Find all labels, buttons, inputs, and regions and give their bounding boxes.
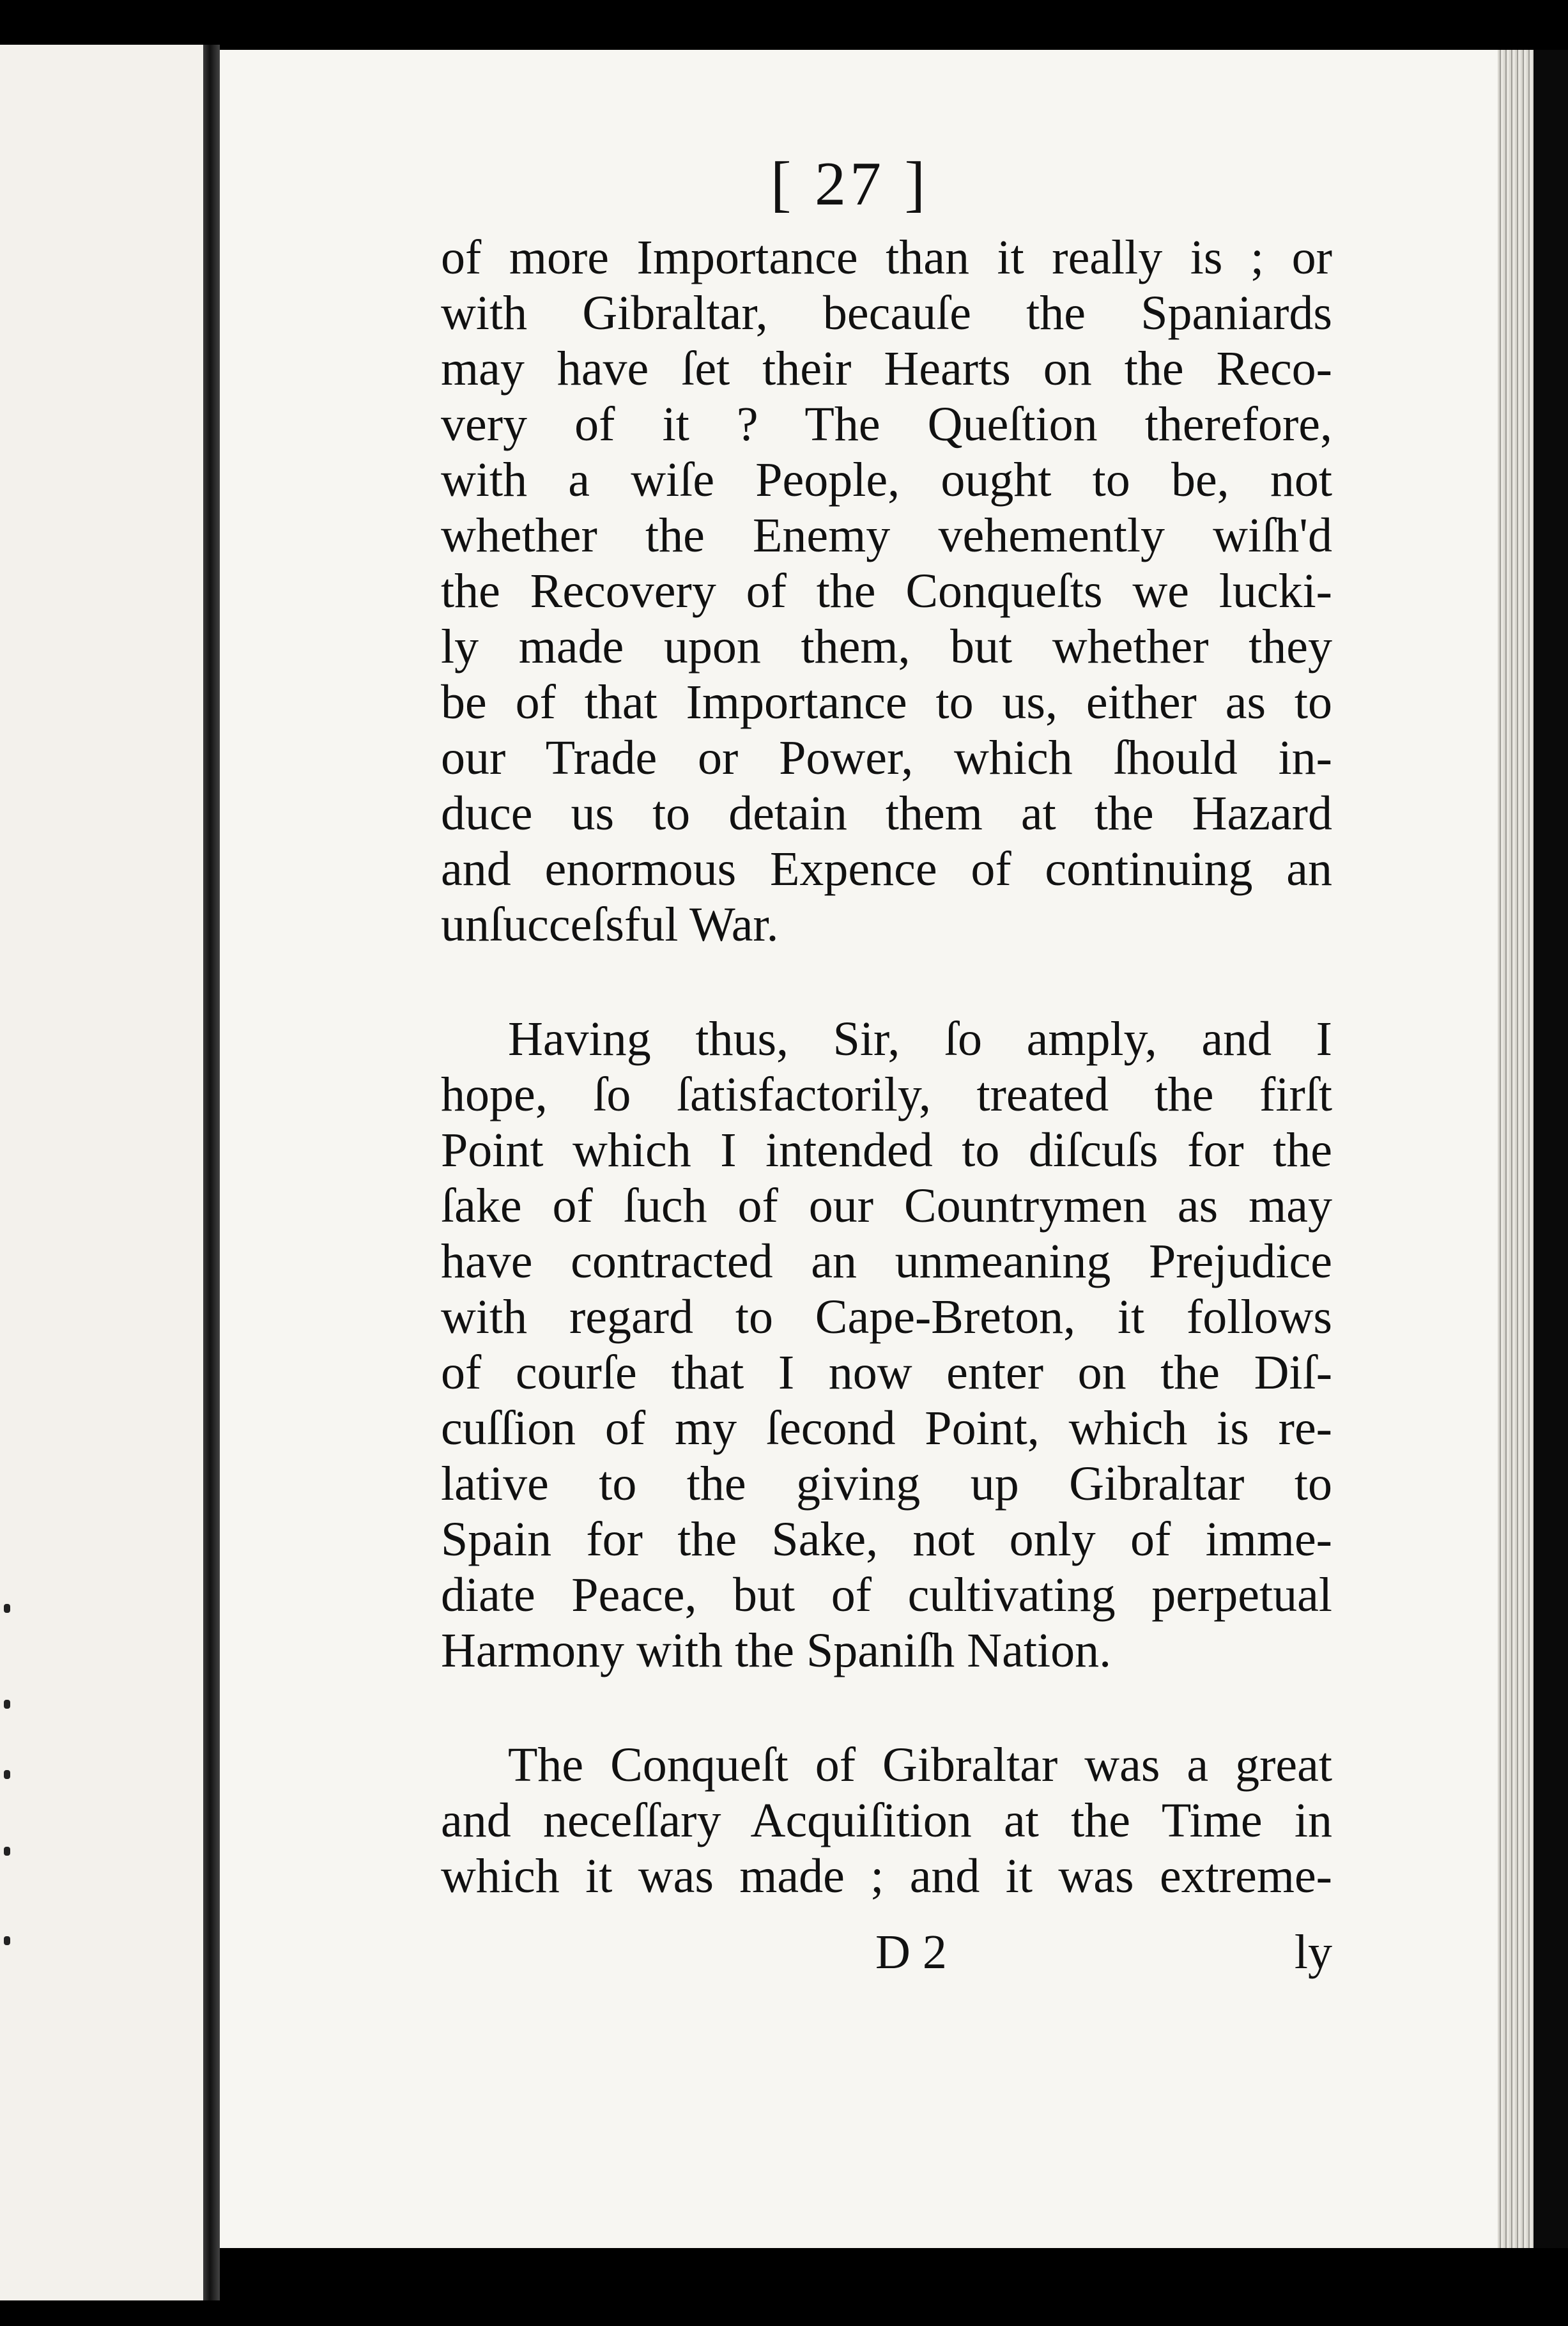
text-line: our Trade or Power, which ſhould in-	[441, 731, 1332, 785]
text-line: ſake of ſuch of our Countrymen as may	[441, 1179, 1332, 1233]
facing-page-left	[0, 45, 203, 2300]
text-line: may have ſet their Hearts on the Reco-	[441, 342, 1332, 396]
text-line: very of it ? The Queſtion therefore,	[441, 397, 1332, 451]
text-line: with regard to Cape-Breton, it follows	[441, 1290, 1332, 1344]
paragraph-2	[441, 1012, 1332, 1679]
text-line: be of that Importance to us, either as to	[441, 675, 1332, 729]
ink-speck	[4, 1604, 10, 1613]
text-line: of more Importance than it really is ; or	[441, 231, 1332, 284]
page-edge-shadow	[1533, 50, 1568, 2248]
text-line: hope, ſo ſatisfactorily, treated the firſt	[441, 1068, 1332, 1121]
text-line: cuſſion of my ſecond Point, which is re-	[441, 1401, 1332, 1455]
text-line: duce us to detain them at the Hazard	[441, 787, 1332, 840]
text-line: The Conqueſt of Gibraltar was a great	[508, 1738, 1332, 1792]
scan-frame-top	[0, 0, 1568, 45]
text-line: and neceſſary Acquiſition at the Time in	[441, 1794, 1332, 1847]
book-gutter	[203, 45, 220, 2300]
text-line: whether the Enemy vehemently wiſh'd	[441, 509, 1332, 562]
text-line: ly made upon them, but whether they	[441, 620, 1332, 674]
text-line: have contracted an unmeaning Prejudice	[441, 1235, 1332, 1288]
ink-speck	[4, 1770, 10, 1779]
paragraph-1	[441, 230, 1332, 953]
page-number: [ 27 ]	[770, 150, 930, 219]
signature-mark: D 2	[875, 1925, 947, 1979]
text-line: lative to the giving up Gibraltar to	[441, 1457, 1332, 1511]
text-line: Having thus, Sir, ſo amply, and I	[508, 1012, 1332, 1066]
catchword: ly	[1294, 1925, 1332, 1979]
ink-speck	[4, 1847, 10, 1856]
text-line: with a wiſe People, ought to be, not	[441, 453, 1332, 507]
text-line: with Gibraltar, becauſe the Spaniards	[441, 286, 1332, 340]
text-line: diate Peace, but of cultivating perpetual	[441, 1568, 1332, 1622]
text-line: and enormous Expence of continuing an	[441, 842, 1332, 896]
paragraph-3	[441, 1737, 1332, 1904]
text-line: the Recovery of the Conqueſts we lucki-	[441, 564, 1332, 618]
page-footer	[441, 1925, 1332, 1982]
text-line: Harmony with the Spaniſh Nation.	[441, 1624, 1112, 1677]
text-line: Spain for the Sake, not only of imme-	[441, 1513, 1332, 1566]
text-line: Point which I intended to diſcuſs for the	[441, 1123, 1332, 1177]
text-line: which it was made ; and it was extreme-	[441, 1849, 1332, 1903]
text-line: unſucceſsful War.	[441, 898, 779, 951]
ink-speck	[4, 1936, 10, 1945]
text-line: of courſe that I now enter on the Diſ-	[441, 1346, 1332, 1399]
body-text	[441, 230, 1332, 1904]
ink-speck	[4, 1700, 10, 1709]
page-edges	[1498, 50, 1533, 2248]
